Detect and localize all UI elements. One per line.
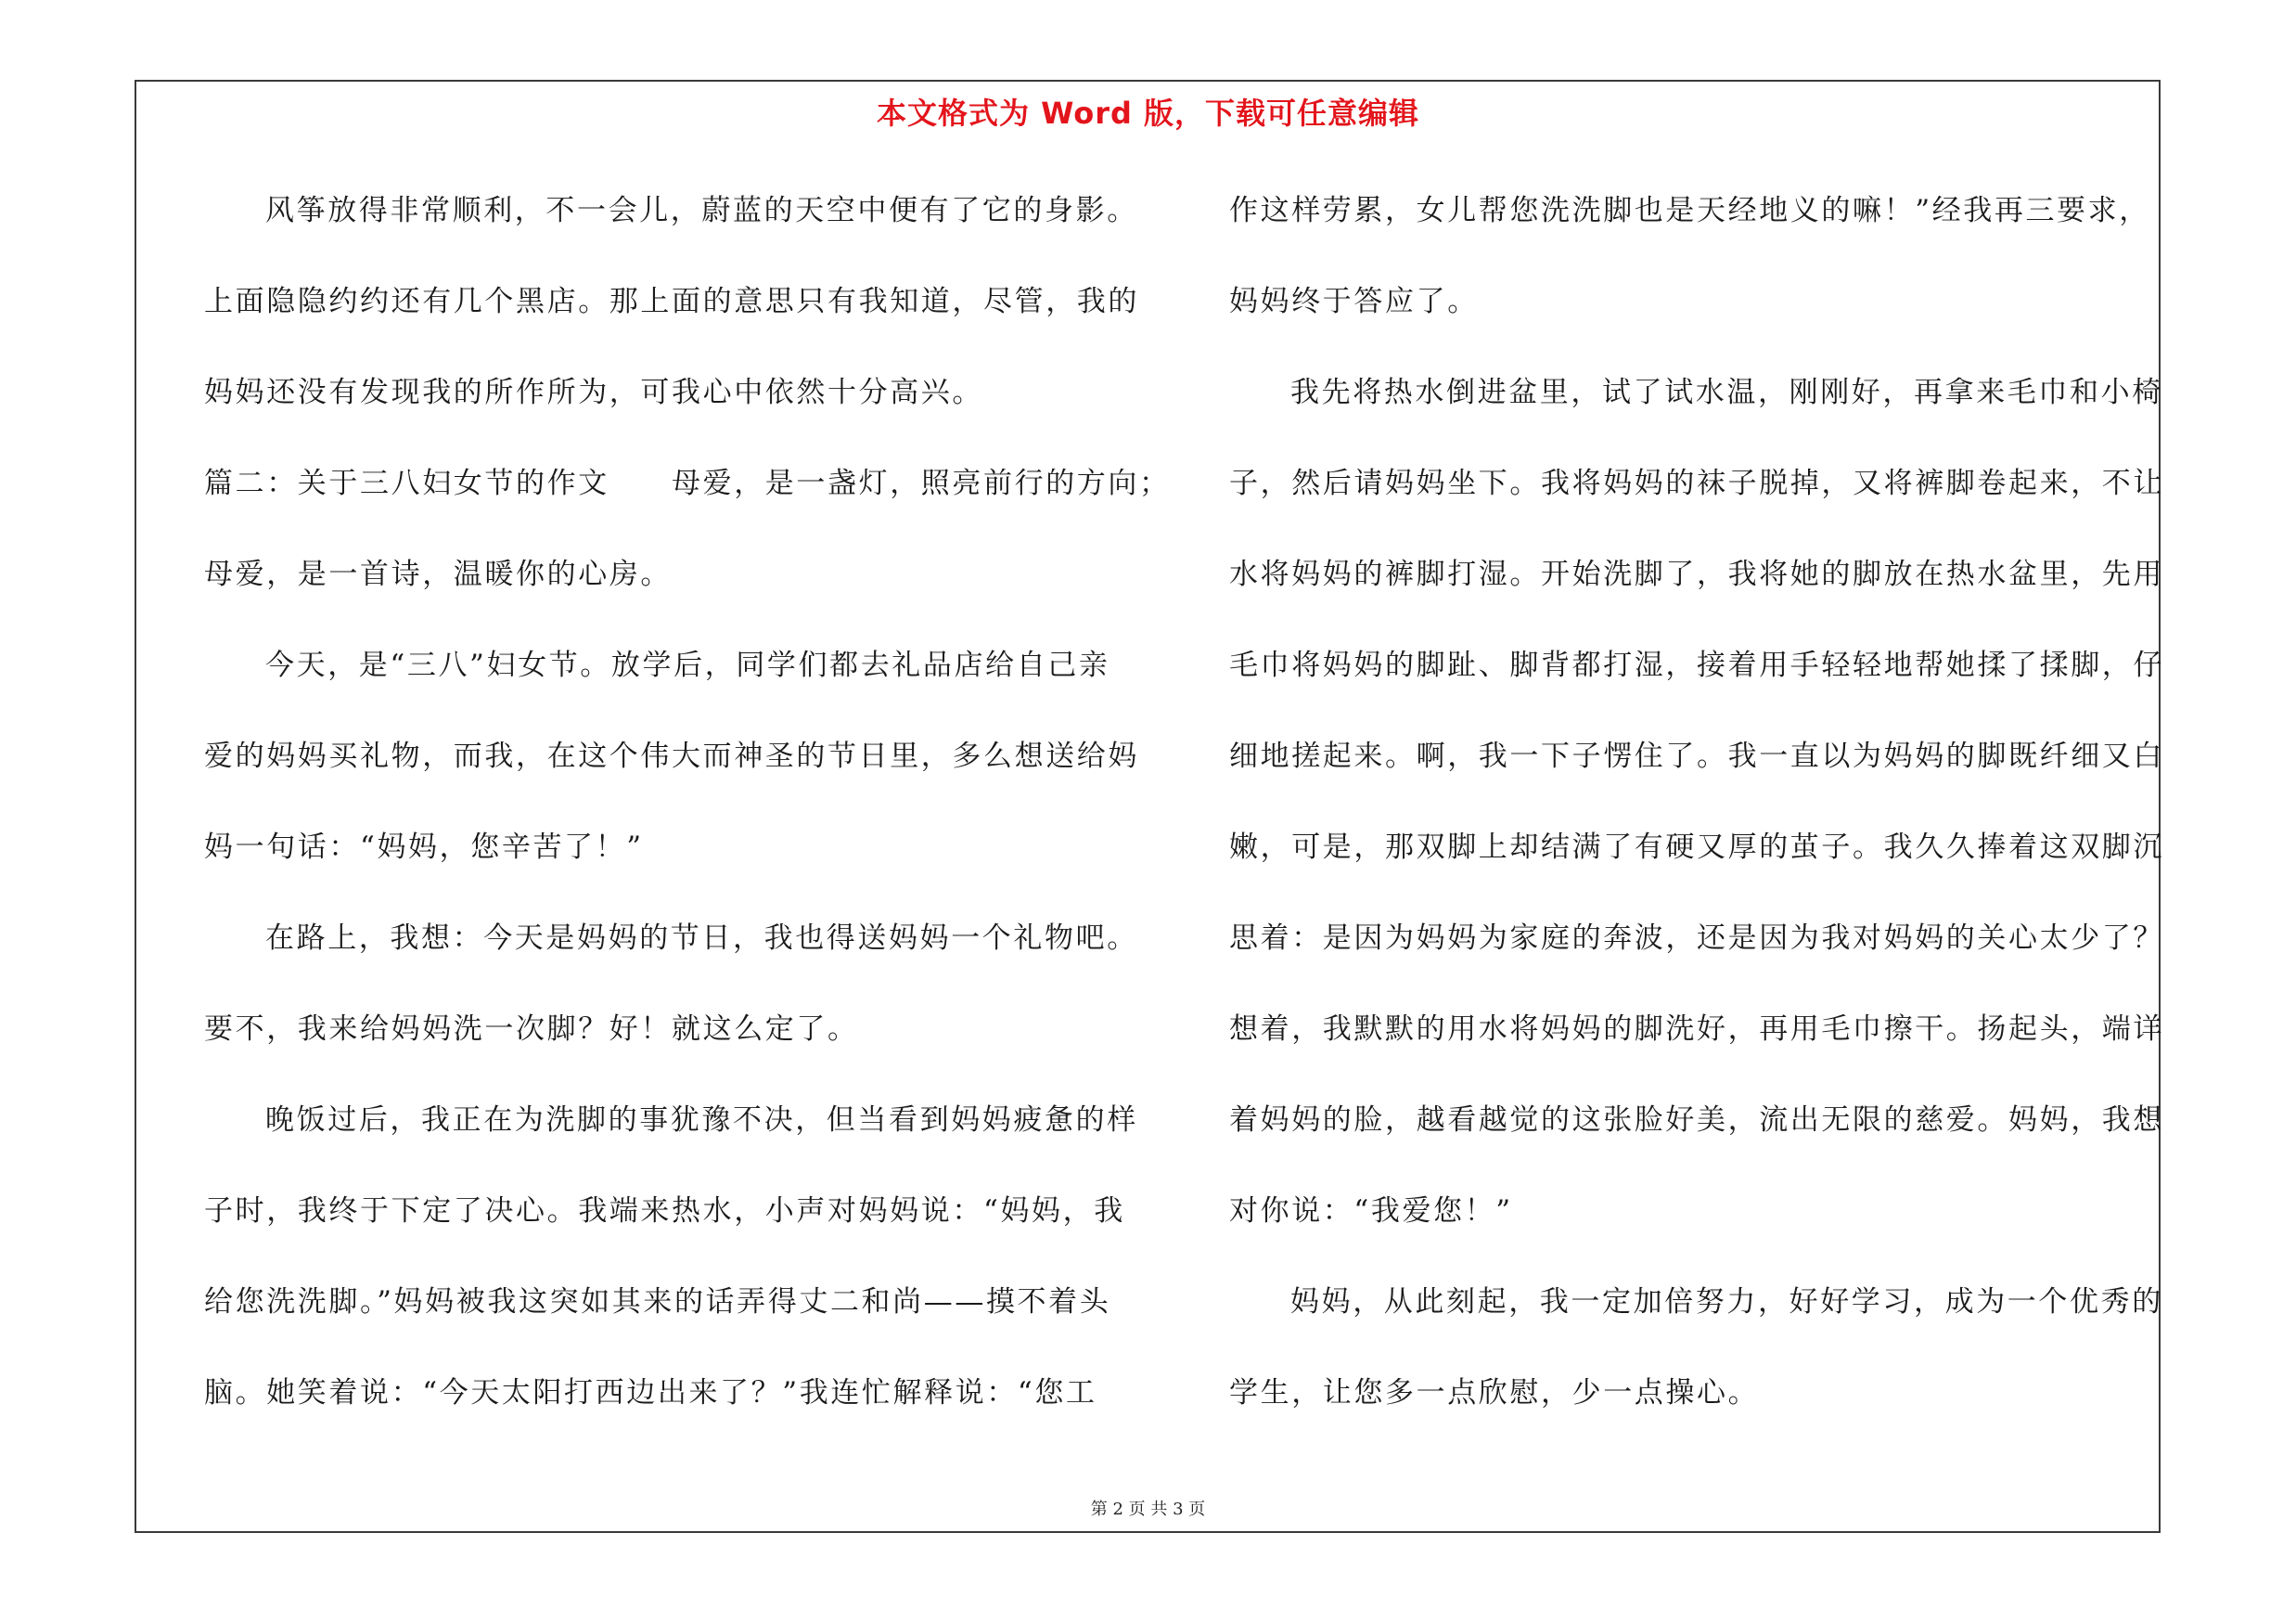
text-line: 妈妈，从此刻起，我一定加倍努力，好好学习，成为一个优秀的 xyxy=(1290,1285,2163,1319)
text-line: 要不，我来给妈妈洗一次脚？好！就这么定了。 xyxy=(204,1012,859,1046)
right-text-column xyxy=(1229,183,2166,1456)
text-line: 子，然后请妈妈坐下。我将妈妈的袜子脱掉，又将裤脚卷起来，不让 xyxy=(1229,467,2164,500)
text-line: 子时，我终于下定了决心。我端来热水，小声对妈妈说：“妈妈，我 xyxy=(204,1194,1125,1228)
text-line: 思着：是因为妈妈为家庭的奔波，还是因为我对妈妈的关心太少了？ xyxy=(1229,921,2164,955)
page-number-footer: 第 2 页 共 3 页 xyxy=(1090,1500,1206,1519)
text-line: 着妈妈的脸，越看越觉的这张脸好美，流出无限的慈爱。妈妈，我想 xyxy=(1229,1103,2164,1137)
text-line: 作这样劳累，女儿帮您洗洗脚也是天经地义的嘛！”经我再三要求， xyxy=(1229,194,2150,227)
text-line: 学生，让您多一点欣慰，少一点操心。 xyxy=(1229,1376,1760,1410)
text-line: 嫩，可是，那双脚上却结满了有硬又厚的茧子。我久久捧着这双脚沉 xyxy=(1229,831,2164,864)
text-line: 风筝放得非常顺利，不一会儿，蔚蓝的天空中便有了它的身影。 xyxy=(265,194,1138,227)
text-line: 上面隐隐约约还有几个黑店。那上面的意思只有我知道，尽管，我的 xyxy=(204,285,1139,318)
text-line: 脑。她笑着说：“今天太阳打西边出来了？”我连忙解释说：“您工 xyxy=(204,1376,1097,1410)
word-format-banner: 本文格式为 Word 版，下载可任意编辑 xyxy=(876,96,1420,131)
text-line: 母爱，是一首诗，温暖你的心房。 xyxy=(204,558,672,591)
text-line: 毛巾将妈妈的脚趾、脚背都打湿，接着用手轻轻地帮她揉了揉脚，仔 xyxy=(1229,649,2164,682)
text-line: 妈一句话：“妈妈，您辛苦了！” xyxy=(204,831,644,864)
left-text-column xyxy=(204,183,1171,1456)
text-line: 妈妈终于答应了。 xyxy=(1229,285,1479,318)
text-line: 妈妈还没有发现我的所作所为，可我心中依然十分高兴。 xyxy=(204,376,983,409)
text-line: 水将妈妈的裤脚打湿。开始洗脚了，我将她的脚放在热水盆里，先用 xyxy=(1229,558,2164,591)
text-line: 今天，是“三八”妇女节。放学后，同学们都去礼品店给自己亲 xyxy=(265,649,1110,682)
text-line: 对你说：“我爱您！” xyxy=(1229,1194,1513,1228)
text-line: 给您洗洗脚。”妈妈被我这突如其来的话弄得丈二和尚——摸不着头 xyxy=(204,1285,1111,1319)
text-line: 篇二：关于三八妇女节的作文 母爱，是一盏灯，照亮前行的方向； xyxy=(204,467,1171,500)
text-line: 细地搓起来。啊，我一下子愣住了。我一直以为妈妈的脚既纤细又白 xyxy=(1229,740,2164,773)
text-line: 想着，我默默的用水将妈妈的脚洗好，再用毛巾擦干。扬起头，端详 xyxy=(1229,1012,2164,1046)
text-line: 我先将热水倒进盆里，试了试水温，刚刚好，再拿来毛巾和小椅 xyxy=(1290,376,2163,409)
text-line: 晚饭过后，我正在为洗脚的事犹豫不决，但当看到妈妈疲惫的样 xyxy=(265,1103,1138,1137)
text-line: 在路上，我想：今天是妈妈的节日，我也得送妈妈一个礼物吧。 xyxy=(265,921,1138,955)
text-line: 爱的妈妈买礼物，而我，在这个伟大而神圣的节日里，多么想送给妈 xyxy=(204,740,1139,773)
